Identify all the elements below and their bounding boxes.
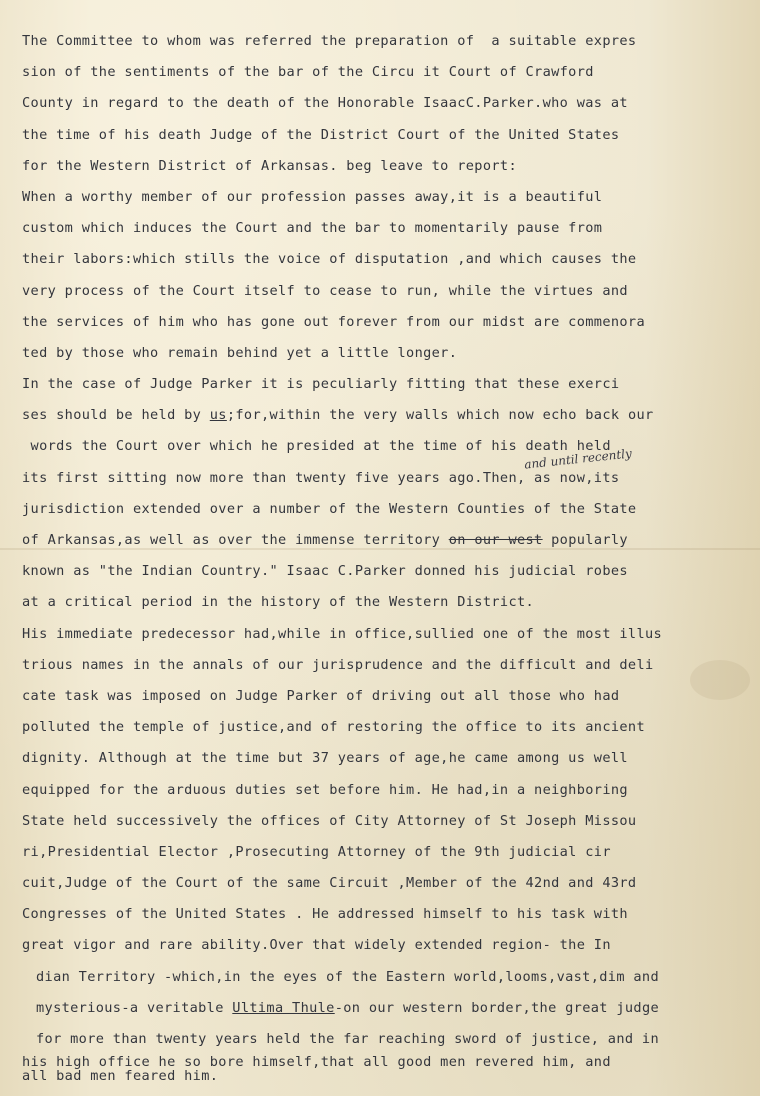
text-line: cuit,Judge of the Court of the same Circuit ,Member of the 42nd and 43rd: [22, 875, 637, 892]
text-line: jurisdiction extended over a number of the Western Counties of the State: [22, 500, 637, 517]
text-line: dian Territory -which,in the eyes of the Eastern world,looms,vast,dim and: [36, 968, 659, 985]
typed-text-body: [22, 26, 742, 1083]
text-line: equipped for the arduous duties set before him. He had,in a neighboring: [22, 781, 628, 798]
text-line: [22, 993, 742, 1024]
text-line: at a critical period in the history of the Western District.: [22, 594, 535, 611]
text-fragment: -on our western border,the great judge: [334, 999, 660, 1016]
text-line: When a worthy member of our profession passes away,it is a beautiful: [22, 188, 603, 205]
struck-phrase: on our west: [448, 532, 543, 548]
text-line: His immediate predecessor had,while in office,sullied one of the most illus: [22, 625, 663, 642]
handwritten-annotation: and until recently: [523, 446, 633, 472]
text-line: County in regard to the death of the Honorable IsaacC.Parker.who was at: [22, 95, 628, 112]
text-line: known as "the Indian Country." Isaac C.Parker donned his judicial robes: [22, 563, 628, 580]
text-line: custom which induces the Court and the bar to momentarily pause from: [22, 220, 603, 237]
text-line: for the Western District of Arkansas. beg leave to report:: [22, 157, 517, 174]
text-line: ri,Presidential Elector ,Prosecuting Attorney of the 9th judicial cir: [22, 843, 611, 860]
text-line: The Committee to whom was referred the preparation of a suitable expres: [22, 33, 637, 49]
text-line: Congresses of the United States . He addressed himself to his task with: [22, 906, 628, 923]
text-line: In the case of Judge Parker it is peculiarly fitting that these exerci: [22, 376, 620, 393]
underlined-word: us: [209, 407, 227, 424]
text-line: polluted the temple of justice,and of restoring the office to its ancient: [22, 719, 645, 736]
text-line: words the Court over which he presided at the time of his death held: [22, 438, 611, 455]
text-fragment: mysterious-a veritable: [36, 999, 233, 1016]
text-line: their labors:which stills the voice of disputation ,and which causes the: [22, 251, 637, 268]
text-line: very process of the Court itself to cease to run, while the virtues and: [22, 282, 628, 299]
text-line: ted by those who remain behind yet a little longer.: [22, 344, 458, 361]
underlined-phrase: Ultima Thule: [232, 999, 335, 1016]
text-line: the services of him who has gone out forever from our midst are commenora: [22, 313, 645, 330]
text-line: sion of the sentiments of the bar of the Circu it Court of Crawford: [22, 64, 594, 81]
text-line: great vigor and rare ability.Over that widely extended region- the In: [22, 937, 611, 954]
text-line: for more than twenty years held the far reaching sword of justice, and in: [36, 1031, 659, 1047]
text-line: State held successively the offices of City Attorney of St Joseph Missou: [22, 812, 637, 829]
text-fragment: of Arkansas,as well as over the immense territory: [22, 532, 449, 548]
text-line: its first sitting now more than twenty five years ago.Then, as now,its: [22, 469, 620, 486]
text-fragment: popularly: [542, 532, 628, 548]
text-fragment: ;for,within the very walls which now echo back our: [226, 407, 654, 424]
text-line: [22, 525, 742, 556]
text-line: cate task was imposed on Judge Parker of driving out all those who had: [22, 687, 620, 704]
text-line: dignity. Although at the time but 37 years of age,he came among us well: [22, 750, 628, 767]
text-line: [22, 400, 742, 431]
text-line: his high office he so bore himself,that all good men revered him, and: [22, 1054, 611, 1071]
text-fragment: ses should be held by: [22, 407, 210, 424]
text-line: trious names in the annals of our jurisprudence and the difficult and deli: [22, 656, 654, 673]
text-line: all bad men feared him.: [22, 1068, 219, 1085]
text-line: the time of his death Judge of the District Court of the United States: [22, 126, 620, 143]
